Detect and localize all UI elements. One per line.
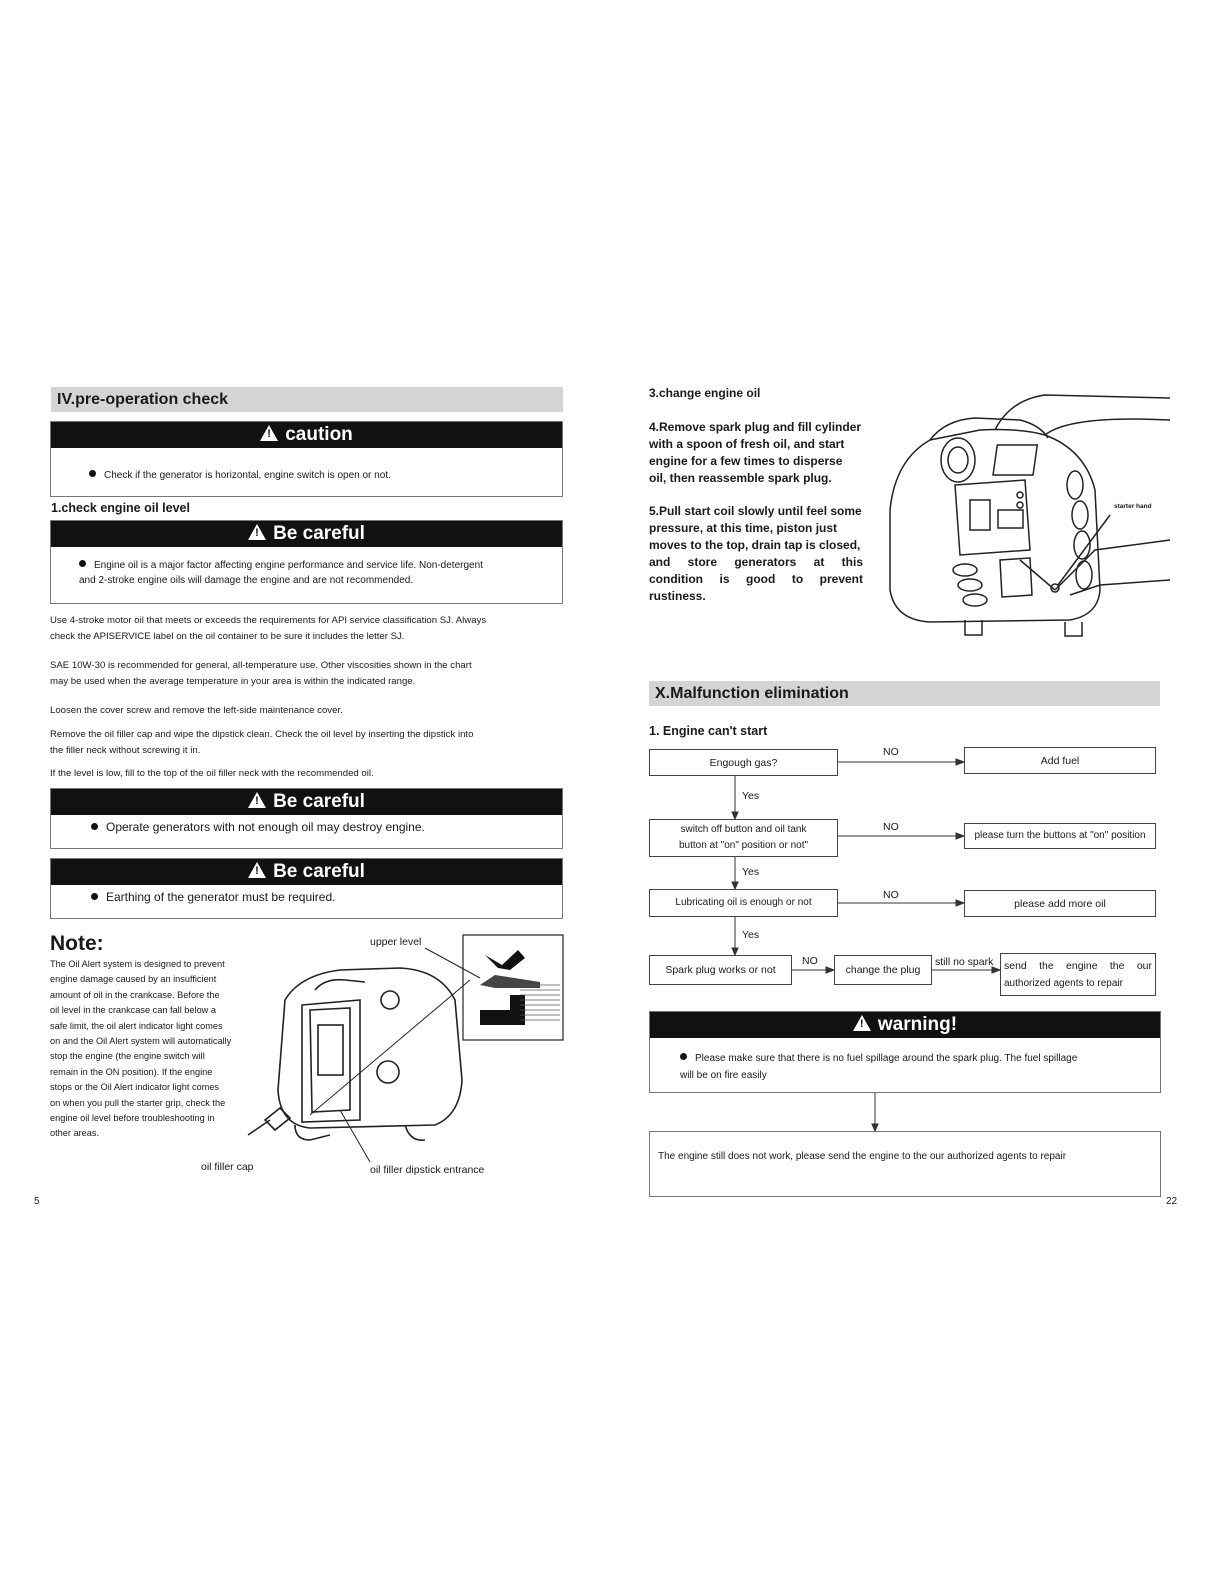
warning-text: Please make sure that there is no fuel spillage around the spark plug. The fuel spillage will be on fire easily	[680, 1053, 1078, 1081]
fc-question-oil: Lubricating oil is enough or not	[649, 889, 838, 917]
paragraph-cover: Loosen the cover screw and remove the left-side maintenance cover.	[50, 705, 343, 716]
fc-action-change-plug: change the plug	[834, 955, 932, 985]
fc-no-4: NO	[802, 955, 818, 967]
section-title-pre-operation: IV.pre-operation check	[51, 387, 563, 412]
careful-bar-3: !Be careful	[51, 859, 562, 885]
fc-question-spark: Spark plug works or not	[649, 955, 792, 985]
fc-yes-1: Yes	[742, 790, 760, 802]
label-dipstick-entrance: oil filler dipstick entrance	[370, 1164, 485, 1176]
fc-question-gas: Engough gas?	[649, 749, 838, 776]
fc-action-send-agents: send the engine the our authorized agents to repair	[1000, 953, 1156, 996]
fc-action-turn-buttons: please turn the buttons at "on" position	[964, 823, 1156, 849]
engine-cant-start-title: 1. Engine can't start	[649, 724, 768, 738]
warning-bar: !warning!	[650, 1012, 1160, 1038]
paragraph-fill: If the level is low, fill to the top of the oil filler neck with the recommended oil.	[50, 768, 374, 779]
careful-bar-2: !Be careful	[51, 789, 562, 815]
page-number-left: 5	[34, 1196, 40, 1207]
careful-text-3: Earthing of the generator must be required.	[91, 890, 335, 905]
paragraph-api: Use 4-stroke motor oil that meets or exceeds the requirements for API service classification SJ. Always check the APISERVICE label on the oil container to be sure it includes the letter SJ.	[50, 615, 487, 642]
fc-question-switch: switch off button and oil tank button at "on" position or not"	[649, 819, 838, 857]
fc-no-3: NO	[883, 889, 899, 901]
fc-action-add-oil: please add more oil	[964, 890, 1156, 917]
note-text: The Oil Alert system is designed to prevent engine damage caused by an insufficient amount of oil in the crankcase. Before the oil level in the crankcase can fall below a safe limit, the oil alert indicator light comes on and the Oil Alert system will automatically stop the engine (the engine switch will remain in the ON position). If the engine stops or the Oil Alert indicator light comes on when you pull the starter grip, check the engine oil level before troubleshooting in other areas.	[50, 959, 232, 1139]
page-number-right: 22	[1166, 1196, 1178, 1207]
fc-yes-3: Yes	[742, 929, 760, 941]
final-instruction-box	[649, 1131, 1161, 1197]
paragraph-dipstick: Remove the oil filler cap and wipe the dipstick clean. Check the oil level by inserting the dipstick into the filler neck without screwing it in.	[50, 729, 474, 756]
label-oil-filler-cap: oil filler cap	[201, 1161, 254, 1173]
warning-triangle-icon	[853, 1015, 871, 1031]
paragraph-sae: SAE 10W-30 is recommended for general, all-temperature use. Other viscosities shown in the chart may be used when the average temperature in your area is within the indicated range.	[50, 660, 472, 687]
fc-action-add-fuel: Add fuel	[964, 747, 1156, 774]
check-oil-title: 1.check engine oil level	[51, 501, 190, 515]
final-instruction-text: The engine still does not work, please send the engine to the our authorized agents to repair	[658, 1151, 1067, 1162]
warning-box	[649, 1011, 1161, 1093]
label-starter-hand: starter hand	[1114, 503, 1152, 510]
fc-yes-2: Yes	[742, 866, 760, 878]
caution-text: Check if the generator is horizontal, engine switch is open or not.	[89, 468, 391, 483]
fc-no-2: NO	[883, 821, 899, 833]
label-upper-level: upper level	[370, 936, 422, 948]
fc-still-no-spark: still no spark	[935, 956, 994, 968]
careful-bar-1: !Be careful	[51, 521, 562, 547]
step-spark-plug: 4.Remove spark plug and fill cylinder with a spoon of fresh oil, and start engine for a few times to disperse oil, then reassemble spark plug.	[649, 420, 862, 485]
caution-bar: !caution	[51, 422, 562, 448]
bullet-icon	[680, 1053, 687, 1060]
section-title-malfunction: X.Malfunction elimination	[649, 681, 1160, 706]
step-change-oil: 3.change engine oil	[649, 386, 761, 400]
step-pull-start: 5.Pull start coil slowly until feel some pressure, at this time, piston just moves to the top, drain tap is closed, and store generators at this condition is good to prevent rustiness.	[649, 504, 863, 603]
fc-no-1: NO	[883, 746, 899, 758]
careful-text-1: Engine oil is a major factor affecting engine performance and service life. Non-detergent and 2-stroke engine oils will damage the engine and are not recommended.	[79, 560, 483, 586]
note-title: Note:	[50, 932, 104, 955]
careful-text-2: Operate generators with not enough oil may destroy engine.	[91, 820, 425, 835]
